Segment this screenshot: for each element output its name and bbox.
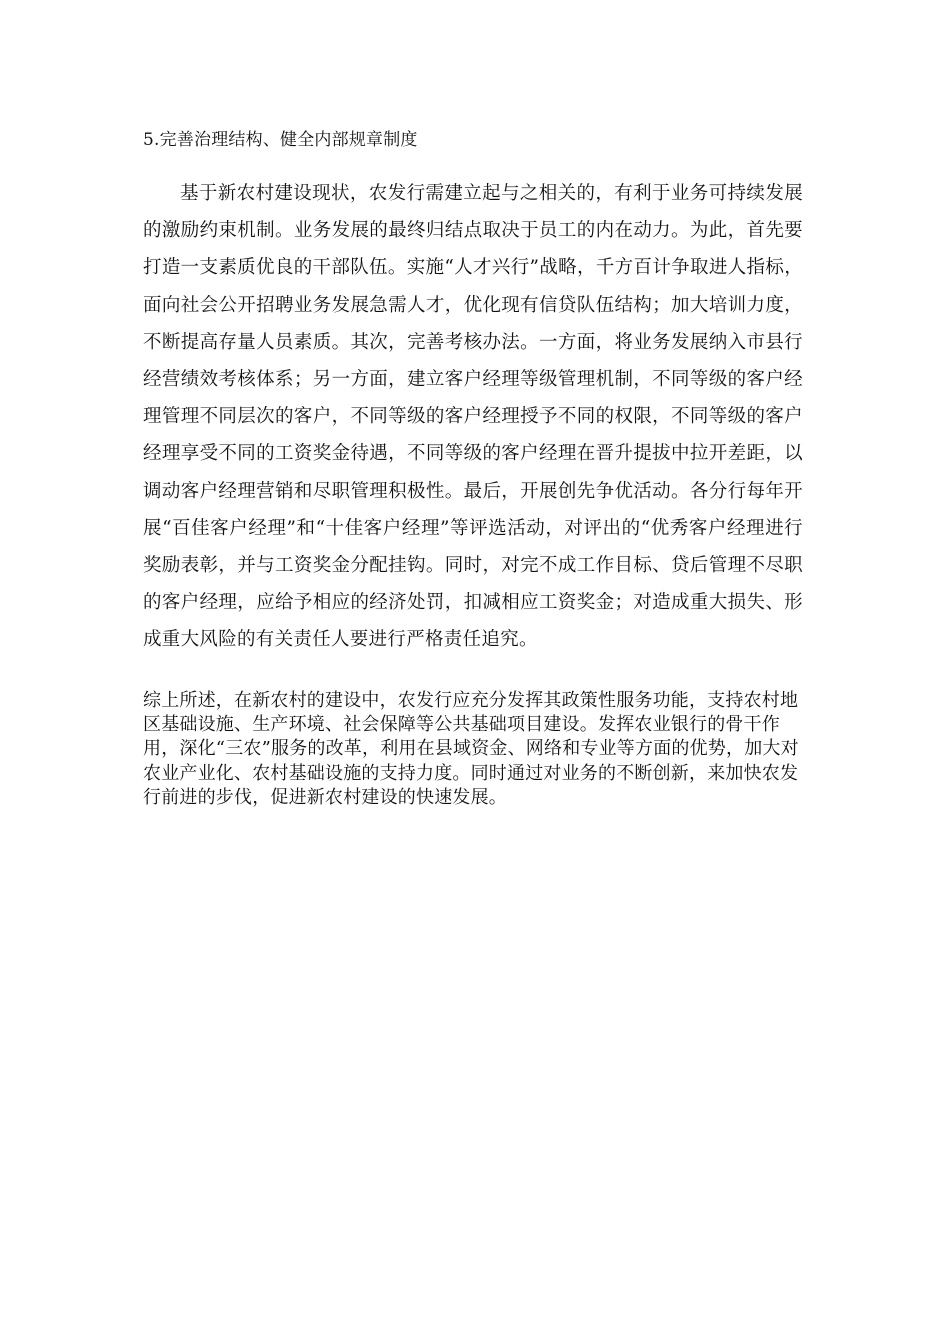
section-heading: 5.完善治理结构、健全内部规章制度 [143,130,418,150]
section-body-paragraph: 基于新农村建设现状，农发行需建立起与之相关的，有利于业务可持续发展的激励约束机制。业务发展的最终归结点取决于员工的内在动力。为此，首先要打造一支素质优良的干部队伍。实施“人才兴行”战略，千方百计争取进人指标，面向社会公开招聘业务发展急需人才，优化现有信贷队伍结构；加大培训力度，不断提高存量人员素质。其次，完善考核办法。一方面，将业务发展纳入市县行经营绩效考核体系；另一方面，建立客户经理等级管理机制，不同等级的客户经理管理不同层次的客户，不同等级的客户经理授予不同的权限，不同等级的客户经理享受不同的工资奖金待遇，不同等级的客户经理在晋升提拔中拉开差距，以调动客户经理营销和尽职管理积极性。最后，开展创先争优活动。各分行每年开展“百佳客户经理”和“十佳客户经理”等评选活动，对评出的“优秀客户经理进行奖励表彰，并与工资奖金分配挂钩。同时，对完不成工作目标、贷后管理不尽职的客户经理，应给予相应的经济处罚，扣减相应工资奖金；对造成重大损失、形成重大风险的有关责任人要进行严格责任追究。 [143,183,803,651]
summary-paragraph: 综上所述，在新农村的建设中，农发行应充分发挥其政策性服务功能，支持农村地区基础设施、生产环境、社会保障等公共基础项目建设。发挥农业银行的骨干作用，深化“三农”服务的改革，利用在县域资金、网络和专业等方面的优势，加大对农业产业化、农村基础设施的支持力度。同时通过对业务的不断创新，来加快农发行前进的步伐，促进新农村建设的快速发展。 [143,690,799,808]
